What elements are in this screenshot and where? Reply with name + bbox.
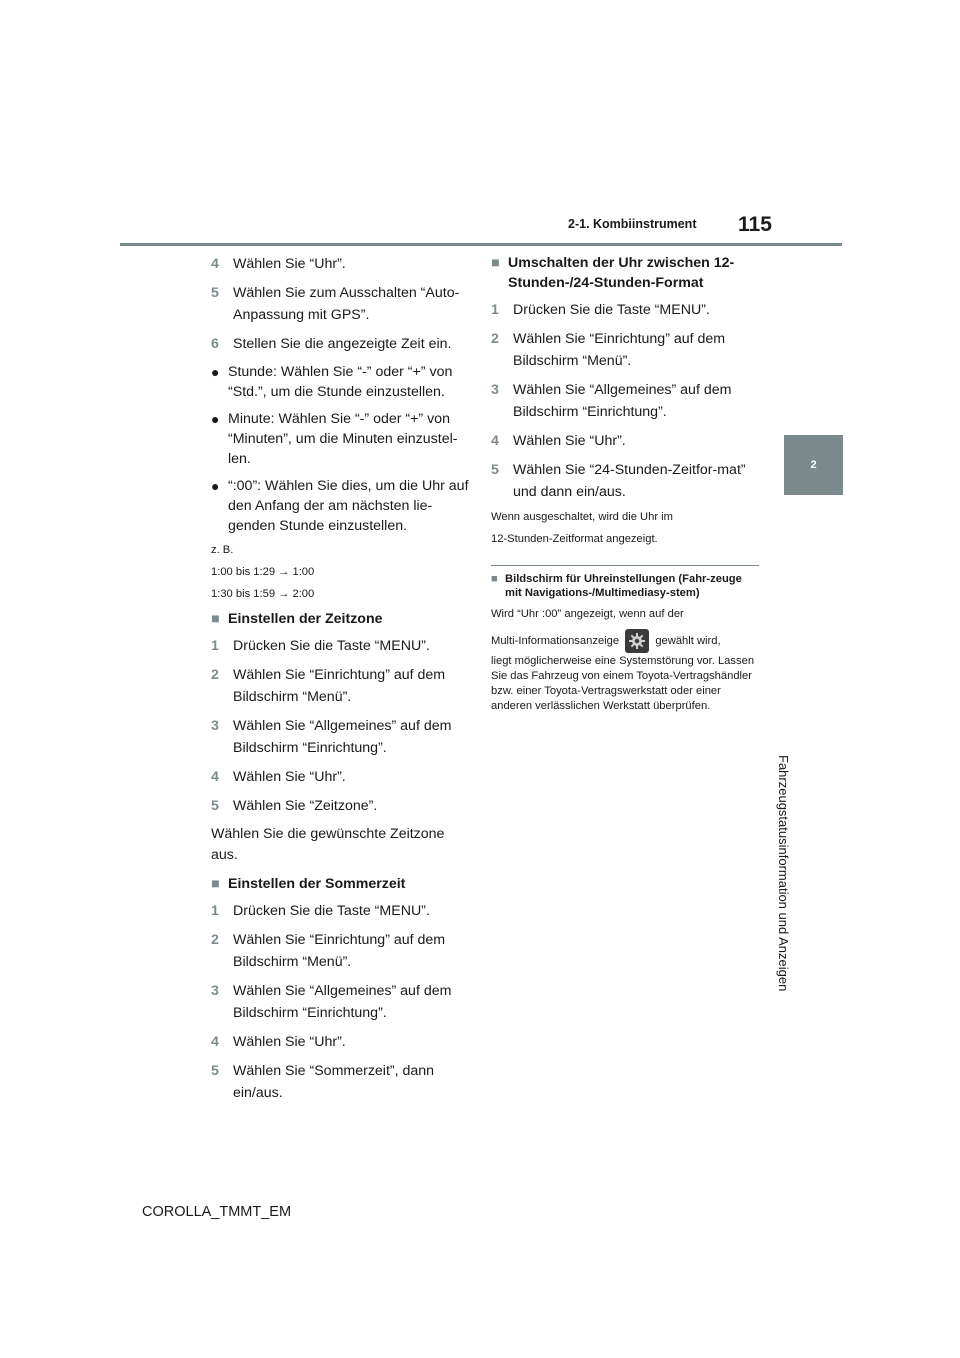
step-text: Wählen Sie “Einrichtung” auf dem Bildschirm “Menü”. xyxy=(233,667,446,705)
section-heading xyxy=(211,874,473,894)
step-text: Wählen Sie “Einrichtung” auf dem Bildschirm “Menü”. xyxy=(513,331,726,369)
step-number: 4 xyxy=(211,769,219,785)
step-item xyxy=(211,253,473,275)
subsection-heading xyxy=(491,572,759,600)
step-number: 4 xyxy=(491,433,499,449)
step-item xyxy=(491,299,759,321)
step-text: Wählen Sie zum Ausschalten “Auto-Anpassung mit GPS”. xyxy=(233,285,460,323)
step-number: 2 xyxy=(211,932,219,948)
screen-text-pre: Multi-Informationsanzeige xyxy=(491,634,620,647)
heading-text: Einstellen der Zeitzone xyxy=(228,611,383,627)
step-item xyxy=(211,333,473,355)
subheading-text: Bildschirm für Uhreinstellungen (Fahr-zeuge mit Navigations-/Multimediasy-stem) xyxy=(505,573,742,599)
page-number: 115 xyxy=(738,213,772,236)
screen-text-line xyxy=(491,629,759,653)
step-text: Drücken Sie die Taste “MENU”. xyxy=(513,302,710,318)
step-number: 5 xyxy=(491,462,499,478)
step-number: 5 xyxy=(211,1063,219,1079)
bullet-text: Stunde: Wählen Sie “-” oder “+” von “Std.”, um die Stunde einzustellen. xyxy=(228,364,453,400)
step-text: Wählen Sie “Uhr”. xyxy=(233,1034,346,1050)
step-item xyxy=(211,766,473,788)
zone-note: Wählen Sie die gewünschte Zeitzone aus. xyxy=(211,826,445,863)
example-label: z. B. xyxy=(211,544,234,556)
screen-text: liegt möglicherweise eine Systemstörung vor. Lassen Sie das Fahrzeug von einem Toyota-Vertragshändler bzw. einer Toyota-Vertragswerkstatt oder einer anderen verlässlichen Werkstatt überprüfen. xyxy=(491,655,755,712)
step-item xyxy=(211,664,473,708)
format-note: Wenn ausgeschaltet, wird die Uhr im xyxy=(491,511,673,523)
step-number: 1 xyxy=(211,903,219,919)
section-heading xyxy=(491,253,759,293)
step-item xyxy=(211,929,473,973)
step-item xyxy=(211,282,473,326)
square-bullet-icon: ■ xyxy=(491,255,500,271)
step-number: 5 xyxy=(211,798,219,814)
step-text: Wählen Sie “Allgemeines” auf dem Bildschirm “Einrichtung”. xyxy=(233,718,452,756)
step-text: Wählen Sie “Uhr”. xyxy=(233,769,346,785)
step-text: Drücken Sie die Taste “MENU”. xyxy=(233,903,430,919)
step-item xyxy=(491,459,759,503)
screen-text: Wird “Uhr :00” angezeigt, wenn auf der xyxy=(491,608,684,620)
bullet-item xyxy=(211,409,473,469)
step-number: 6 xyxy=(211,336,219,352)
square-bullet-icon: ■ xyxy=(211,876,220,892)
bullet-text: Minute: Wählen Sie “-” oder “+” von “Minuten”, um die Minuten einzustel-len. xyxy=(228,411,458,467)
step-item xyxy=(491,328,759,372)
bullet-item xyxy=(211,362,473,402)
step-number: 3 xyxy=(211,983,219,999)
step-text: Wählen Sie “Einrichtung” auf dem Bildschirm “Menü”. xyxy=(233,932,446,970)
example-line: 1:00 bis 1:29 → 1:00 xyxy=(211,566,315,578)
bullet-icon: ● xyxy=(211,364,220,380)
step-number: 5 xyxy=(211,285,219,301)
step-number: 3 xyxy=(491,382,499,398)
step-text: Drücken Sie die Taste “MENU”. xyxy=(233,638,430,654)
step-text: Wählen Sie “Uhr”. xyxy=(233,256,346,272)
step-item xyxy=(211,635,473,657)
step-item xyxy=(211,1060,473,1104)
step-text: Stellen Sie die angezeigte Zeit ein. xyxy=(233,336,452,352)
header-rule xyxy=(120,243,842,246)
step-item xyxy=(211,980,473,1024)
step-number: 1 xyxy=(211,638,219,654)
step-item xyxy=(491,379,759,423)
step-number: 4 xyxy=(211,1034,219,1050)
bullet-icon: ● xyxy=(211,478,220,494)
step-text: Wählen Sie “Allgemeines” auf dem Bildschirm “Einrichtung”. xyxy=(233,983,452,1021)
step-number: 3 xyxy=(211,718,219,734)
step-number: 2 xyxy=(491,331,499,347)
step-number: 1 xyxy=(491,302,499,318)
step-item xyxy=(211,795,473,817)
step-text: Wählen Sie “24-Stunden-Zeitfor-mat” und dann ein/aus. xyxy=(513,462,746,500)
square-bullet-icon: ■ xyxy=(211,611,220,627)
step-item xyxy=(491,430,759,452)
chapter-tab: 2 xyxy=(784,435,843,495)
heading-text: Umschalten der Uhr zwischen 12-Stunden-/24-Stunden-Format xyxy=(508,255,735,291)
divider xyxy=(491,565,759,566)
step-text: Wählen Sie “Allgemeines” auf dem Bildschirm “Einrichtung”. xyxy=(513,382,732,420)
step-text: Wählen Sie “Uhr”. xyxy=(513,433,626,449)
section-heading xyxy=(211,609,473,629)
bullet-text: “:00”: Wählen Sie dies, um die Uhr auf den Anfang der am nächsten lie-genden Stunde einzustellen. xyxy=(228,478,469,534)
chapter-label-text: Fahrzeugstatusinformation und Anzeigen xyxy=(776,755,791,992)
step-item xyxy=(211,900,473,922)
example-line: 1:30 bis 1:59 → 2:00 xyxy=(211,588,315,600)
left-column xyxy=(211,253,473,1111)
bullet-item xyxy=(211,476,473,536)
step-number: 2 xyxy=(211,667,219,683)
footer-model: COROLLA_TMMT_EM xyxy=(142,1204,292,1220)
step-number: 4 xyxy=(211,256,219,272)
right-column xyxy=(491,253,759,721)
square-bullet-icon: ■ xyxy=(491,573,498,585)
gear-icon xyxy=(625,629,649,653)
step-text: Wählen Sie “Sommerzeit”, dann ein/aus. xyxy=(233,1063,435,1101)
screen-text-post: gewählt wird, xyxy=(655,634,721,647)
section-title: 2-1. Kombiinstrument xyxy=(568,217,697,231)
heading-text: Einstellen der Sommerzeit xyxy=(228,876,406,892)
format-note: 12-Stunden-Zeitformat angezeigt. xyxy=(491,533,658,545)
step-text: Wählen Sie “Zeitzone”. xyxy=(233,798,378,814)
step-item xyxy=(211,715,473,759)
bullet-icon: ● xyxy=(211,411,220,427)
step-item xyxy=(211,1031,473,1053)
